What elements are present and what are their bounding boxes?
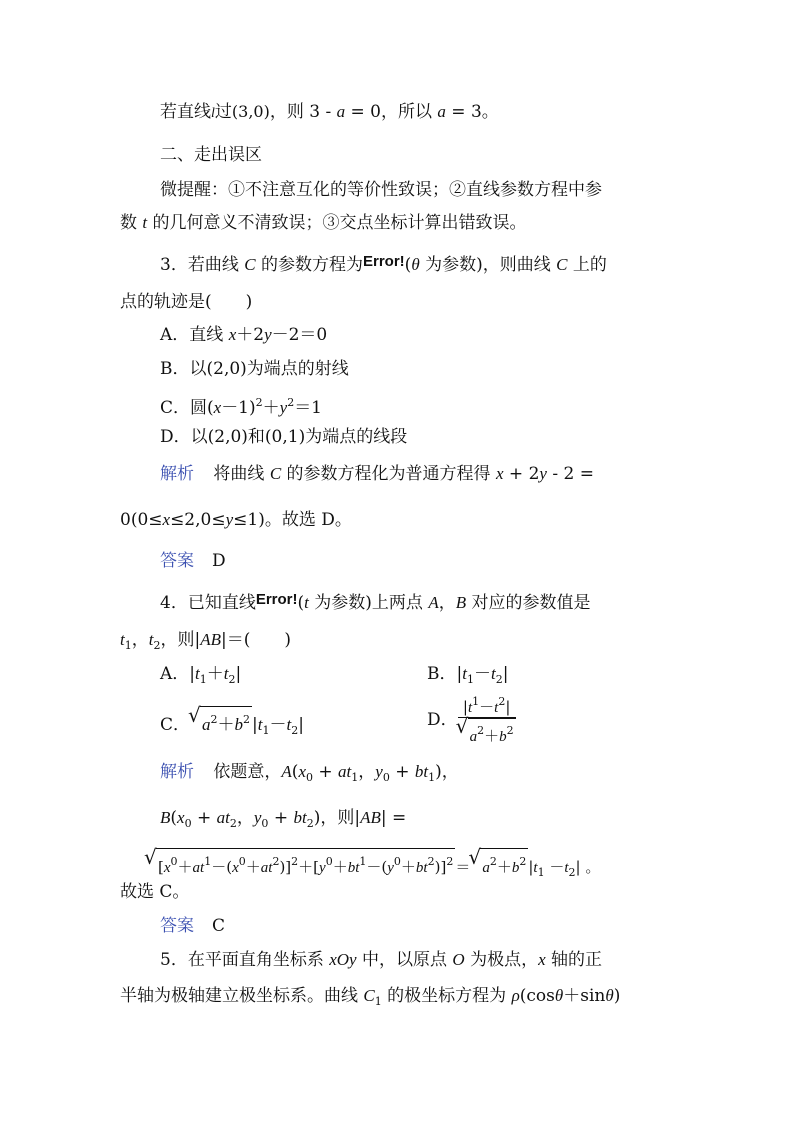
var-y: y [264, 325, 272, 344]
q3-solution-2 [120, 508, 352, 532]
q4-option-c [160, 703, 304, 743]
text: = 3。 [445, 102, 499, 122]
text: ， [358, 762, 376, 782]
text: ) [613, 986, 621, 1006]
var-x: x [538, 950, 546, 969]
superscript: 2 [255, 396, 263, 409]
q3-answer [160, 549, 226, 573]
text: 3．若曲线 [160, 255, 245, 275]
text: | [505, 698, 511, 716]
text: ， [438, 593, 456, 613]
var-t: t [120, 630, 125, 649]
subscript: 1 [466, 673, 474, 686]
text: ＋ [206, 664, 224, 684]
var-l: l [211, 106, 215, 121]
text: 为参数)上两点 [308, 593, 429, 613]
subscript: 0 [382, 771, 390, 784]
text: 数 [120, 213, 143, 233]
text: ＋2 [236, 325, 265, 345]
intro-line [160, 100, 499, 126]
var-t: t [304, 593, 309, 612]
var-a: a [469, 729, 478, 745]
subscript: 2 [568, 866, 576, 879]
text: ＝ [455, 858, 471, 876]
text: ( [291, 762, 299, 782]
var-A: A [428, 593, 439, 612]
var-t: t [494, 700, 499, 716]
text: ＝1 [294, 398, 323, 418]
var-x: x [298, 762, 306, 781]
subscript: 0 [261, 817, 269, 830]
var-t: t [467, 700, 473, 716]
text: －( [211, 858, 233, 876]
subscript: 2 [228, 673, 236, 686]
text: ＋sin [563, 986, 606, 1006]
superscript: 2 [519, 855, 527, 868]
var-C: C [363, 986, 375, 1005]
text: + [312, 762, 339, 782]
var-xOy: xOy [329, 950, 357, 969]
text: | [235, 664, 242, 684]
subscript: 2 [306, 817, 314, 830]
var-at: at [192, 860, 205, 876]
var-C: C [244, 255, 256, 274]
var-y: y [253, 808, 262, 827]
error-field: Error! [255, 591, 298, 608]
var-A: A [281, 762, 292, 781]
text: ，则 3 - [269, 102, 337, 122]
text: | [462, 698, 468, 716]
q5-line-2 [120, 984, 620, 1014]
text: －( [366, 858, 388, 876]
text: ≤1)。故选 D。 [233, 510, 352, 530]
text: + [389, 762, 415, 782]
superscript: 2 [477, 724, 485, 737]
superscript: 0 [325, 855, 333, 868]
tip-line-2 [120, 211, 527, 235]
text: 过 [214, 102, 232, 122]
solution-label: 解析 [160, 762, 194, 782]
var-t: t [462, 664, 467, 683]
var-t: t [286, 715, 292, 734]
text: ，则| [160, 630, 201, 650]
q4-stem-1 [160, 588, 591, 615]
superscript: 2 [446, 855, 454, 868]
subscript: 1 [262, 724, 270, 737]
text: C．圆( [160, 398, 214, 418]
superscript: 2 [427, 855, 435, 868]
var-a: a [437, 102, 446, 121]
text: | [252, 715, 258, 735]
section-heading: 二、走出误区 [160, 145, 262, 165]
text: 对应的参数值是 [466, 593, 591, 613]
superscript: 2 [291, 855, 299, 868]
var-x: x [163, 860, 171, 876]
text: 轴的正 [545, 950, 603, 970]
subscript: 2 [153, 639, 161, 652]
text: ＋[ [298, 858, 320, 876]
q3-option-b: B．以(2,0)为端点的射线 [160, 359, 349, 379]
superscript: 2 [210, 713, 218, 726]
subscript: 2 [291, 724, 299, 737]
q4-answer [160, 914, 225, 938]
var-x: x [495, 464, 504, 483]
text: ＋ [262, 398, 280, 418]
var-y: y [225, 510, 234, 529]
subscript: 0 [305, 771, 313, 784]
var-B: B [160, 808, 171, 827]
subscript: 0 [184, 817, 192, 830]
var-x: x [232, 860, 239, 876]
var-O: O [452, 950, 465, 969]
subscript: 1 [428, 771, 436, 784]
subscript: 2 [495, 673, 503, 686]
var-b: b [511, 860, 520, 876]
var-y: y [387, 860, 394, 876]
q3-option-a [160, 323, 327, 347]
q4-formula [144, 845, 601, 885]
q4-solution-1 [160, 760, 459, 790]
superscript: 2 [243, 713, 251, 726]
var-theta: θ [554, 986, 564, 1005]
text: B．| [427, 664, 463, 684]
var-x: x [162, 510, 171, 529]
superscript: 2 [489, 855, 497, 868]
text: ＋ [496, 858, 512, 876]
q4-option-b [427, 662, 508, 692]
q5-line-1 [160, 948, 602, 972]
var-bt: bt [414, 762, 429, 781]
text: )] [279, 858, 292, 876]
text: ＋ [177, 858, 193, 876]
var-a: a [482, 860, 490, 876]
text: ， [131, 630, 149, 650]
text: A．| [160, 664, 196, 684]
superscript: 1 [359, 855, 367, 868]
text: 的参数方程为 [255, 255, 363, 275]
var-t: t [223, 664, 229, 683]
var-b: b [499, 729, 507, 745]
q4-stem-2 [120, 628, 291, 658]
subscript: 1 [124, 639, 132, 652]
text: ( [404, 255, 412, 275]
var-t: t [257, 715, 263, 734]
sqrt: √ $a^2+b^2$ [188, 703, 251, 735]
q4-option-a [160, 662, 241, 692]
var-x: x [228, 325, 237, 344]
text: ≤2,0≤ [170, 510, 226, 530]
text: ＋ [332, 858, 348, 876]
var-B: B [455, 593, 467, 612]
text: A．直线 [160, 325, 229, 345]
var-rho: ρ [511, 986, 520, 1005]
text: | = [380, 808, 407, 828]
answer-value: C [212, 916, 226, 936]
superscript: 0 [170, 855, 178, 868]
var-y: y [319, 860, 326, 876]
var-C: C [556, 255, 568, 274]
var-x: x [213, 398, 222, 417]
var-y: y [279, 398, 288, 417]
text: | [502, 664, 509, 684]
answer-label: 答案 [160, 551, 194, 571]
text: 半轴为极轴建立极坐标系。曲线 [120, 986, 364, 1006]
var-at: at [216, 808, 230, 827]
var-a: a [336, 102, 346, 121]
var-at: at [338, 762, 352, 781]
text: 若直线 [160, 102, 211, 122]
text: － [544, 858, 565, 876]
subscript: 1 [374, 995, 382, 1008]
var-t: t [564, 860, 569, 876]
text: － [473, 664, 491, 684]
tip-line-1: 微提醒：①不注意互化的等价性致误；②直线参数方程中参 [160, 180, 602, 200]
text: (cos [519, 986, 555, 1006]
var-bt: bt [347, 860, 360, 876]
var-t: t [533, 860, 538, 876]
superscript: 0 [393, 855, 401, 868]
text: + [191, 808, 217, 828]
var-bt: bt [293, 808, 307, 827]
fraction: $|t^1-t^2|$ √ $a^2+b^2$ [458, 693, 516, 748]
subscript: 1 [199, 673, 207, 686]
text: ＋ [400, 858, 416, 876]
subscript: 1 [351, 771, 359, 784]
var-t: t [148, 630, 154, 649]
subscript: 2 [229, 817, 237, 830]
var-C: C [269, 464, 282, 483]
var-at: at [260, 860, 273, 876]
text: －1) [221, 398, 256, 418]
q3-stem-1 [160, 250, 607, 277]
text: 的几何意义不清致误；③交点坐标计算出错致误。 [147, 213, 527, 233]
var-AB: AB [200, 630, 221, 649]
q3-solution-1 [160, 462, 594, 486]
text: － [479, 698, 495, 716]
text: | [528, 858, 534, 876]
var-t: t [195, 664, 200, 683]
q3-option-d: D．以(2,0)和(0,1)为端点的线段 [160, 427, 408, 447]
var-AB: AB [360, 808, 381, 827]
text: )，则| [313, 808, 361, 828]
answer-value: D [212, 551, 226, 571]
text: [ [158, 858, 164, 876]
text: )] [434, 858, 447, 876]
sqrt: √ $a^2+b^2$ [470, 848, 528, 880]
text: 0(0≤ [120, 510, 163, 530]
text: ＋ [217, 715, 235, 735]
answer-label: 答案 [160, 916, 194, 936]
var-t: t [490, 664, 496, 683]
text: － [269, 715, 287, 735]
text: ( [297, 593, 305, 613]
text: |＝( ) [220, 630, 291, 650]
q3-stem-2: 点的轨迹是( ) [120, 292, 253, 312]
var-theta: θ [605, 986, 614, 1005]
superscript: 0 [238, 855, 246, 868]
text: D． [427, 710, 458, 730]
q3-option-c [160, 391, 322, 420]
q4-solution-2 [160, 806, 406, 836]
text: 4．已知直线 [160, 593, 256, 613]
text: 为极点， [464, 950, 539, 970]
text: 的参数方程化为普通方程得 [281, 464, 496, 484]
text: | [298, 715, 304, 735]
text: 将曲线 [213, 464, 270, 484]
text: －2＝0 [271, 325, 328, 345]
superscript: 1 [472, 695, 480, 708]
sqrt: √ $[x^0+at^1-(x^0+at^2)]^2+[y^0+bt^1-(y^0+bt^2)]^2$ [146, 848, 455, 880]
var-a: a [202, 715, 211, 734]
superscript: 2 [272, 855, 280, 868]
text: = 0，所以 [345, 102, 438, 122]
superscript: 1 [204, 855, 212, 868]
q4-choose: 故选 C。 [120, 882, 190, 902]
subscript: 1 [537, 866, 545, 879]
superscript: 2 [506, 724, 514, 737]
text: ( [170, 808, 178, 828]
text: 的极坐标方程为 [381, 986, 512, 1006]
text: + 2 [503, 464, 540, 484]
q4-option-d [427, 693, 516, 748]
text: ， [236, 808, 254, 828]
text: )， [435, 762, 459, 782]
text: - 2 = [546, 464, 594, 484]
text: 上的 [567, 255, 607, 275]
superscript: 2 [287, 396, 295, 409]
text: + [268, 808, 294, 828]
var-bt: bt [415, 860, 428, 876]
text: C． [160, 715, 191, 735]
text: 5．在平面直角坐标系 [160, 950, 330, 970]
var-theta: θ [411, 255, 420, 274]
error-field: Error! [362, 253, 405, 270]
text: 依题意， [213, 762, 282, 782]
text: | 。 [575, 858, 601, 876]
var-y: y [539, 464, 547, 483]
var-x: x [177, 808, 185, 827]
text: 为参数)，则曲线 [419, 255, 557, 275]
solution-label: 解析 [160, 464, 194, 484]
text: 中，以原点 [356, 950, 453, 970]
text: ＋ [484, 727, 500, 745]
text: ＋ [245, 858, 261, 876]
superscript: 2 [498, 695, 506, 708]
var-t: t [142, 213, 148, 232]
point: (3,0) [231, 102, 270, 121]
var-y: y [375, 762, 383, 781]
var-b: b [234, 715, 244, 734]
